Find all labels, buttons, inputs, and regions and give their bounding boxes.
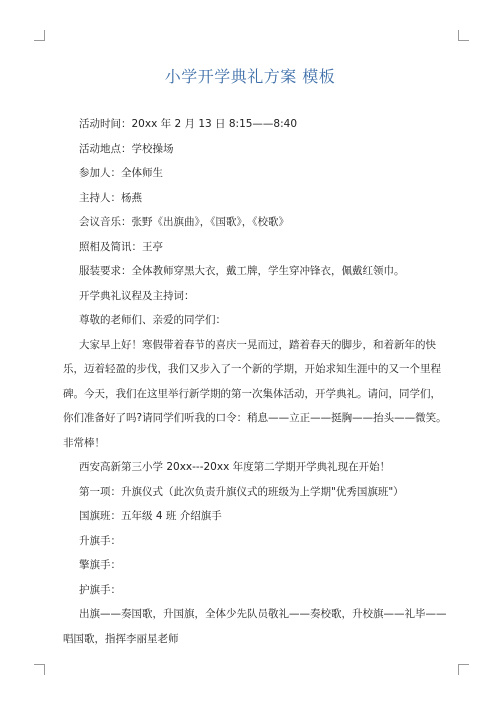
meeting-music: 会议音乐：张野《出旗曲》，《国歌》，《校歌》 — [79, 216, 289, 228]
photo-and-news: 照相及简讯：王亭 — [79, 240, 163, 253]
ceremony-start: 西安高新第三小学 20xx---20xx 年度第二学期开学典礼现在开始！ — [79, 461, 391, 473]
dress-code: 服装要求：全体教师穿黑大衣，戴工牌，学生穿冲锋衣，佩戴红领巾。 — [79, 265, 405, 277]
event-time: 活动时间：20xx 年 2 月 13 日 8:15——8:40 — [79, 118, 298, 130]
crop-mark-top-left — [34, 30, 45, 41]
participants: 参加人：全体师生 — [79, 167, 163, 179]
document-body — [63, 112, 451, 651]
host: 主持人：杨燕 — [79, 191, 142, 204]
greeting: 尊敬的老师们、亲爱的同学们： — [79, 314, 226, 326]
crop-mark-bottom-left — [34, 664, 45, 675]
document-title: 小学开学典礼方案 模板 — [164, 67, 336, 86]
opening-speech-paragraph: 大家早上好！寒假带着春节的喜庆一晃而过，踏着春天的脚步，和着新年的快乐，迈着轻盈的步伐，我们又步入了一个新的学期，开始求知生涯中的又一个里程碑。今天，我们在这里举行新学期的第一次集体活动，开学典礼。请问，同学们，你们准备好了吗?请同学们听我的口令：稍息——立正——挺胸——抬头——微笑。非常棒！ — [63, 338, 447, 449]
flag-bearer: 擎旗手： — [79, 559, 121, 571]
flag-class: 国旗班：五年级 4 班 介绍旗手 — [79, 510, 222, 522]
agenda-heading: 开学典礼议程及主持词： — [79, 289, 195, 302]
item-one-flag-ceremony: 第一项：升旗仪式（此次负责升旗仪式的班级为上学期"优秀国旗班"） — [79, 485, 404, 498]
flag-raiser: 升旗手： — [79, 534, 121, 547]
crop-mark-bottom-right — [458, 664, 469, 675]
crop-mark-top-right — [458, 30, 469, 41]
flag-procedure-paragraph: 出旗——奏国歌，升国旗，全体少先队员敬礼——奏校歌，升校旗——礼毕——唱国歌，指挥李丽星老师 — [63, 608, 447, 645]
event-location: 活动地点：学校操场 — [79, 142, 174, 155]
flag-guard: 护旗手： — [79, 583, 121, 596]
